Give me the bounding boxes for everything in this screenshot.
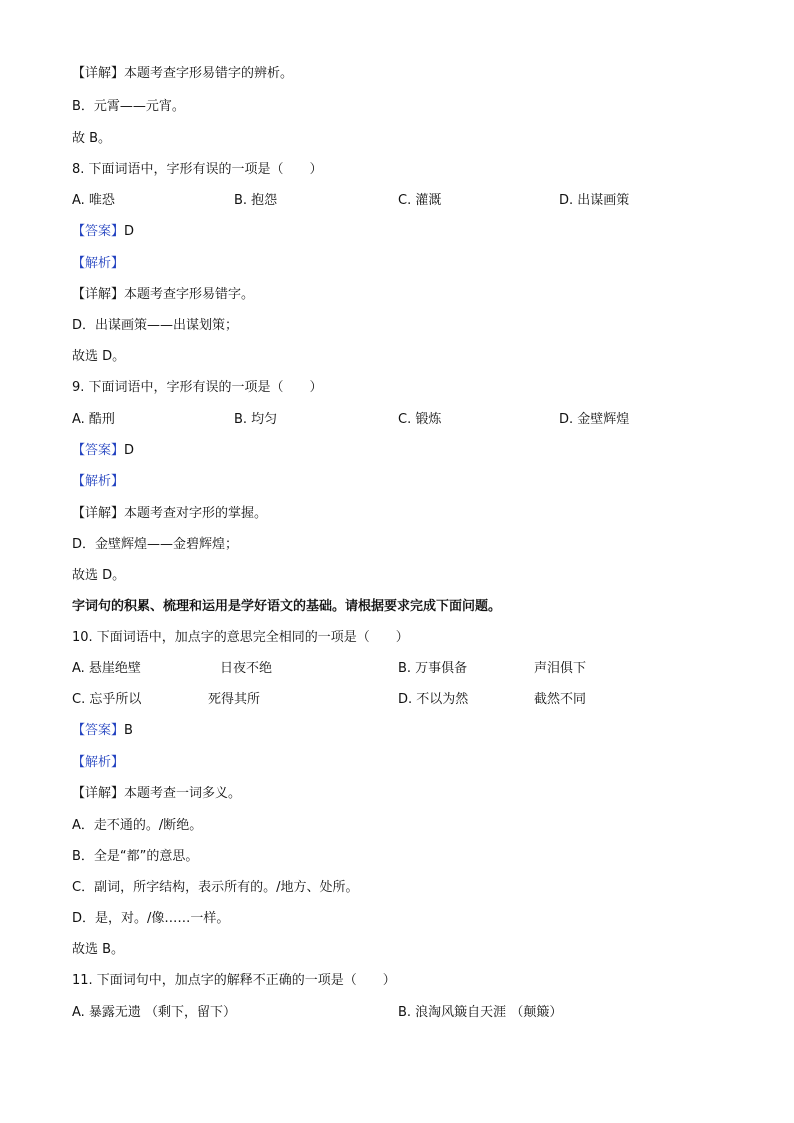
q9-option-d: D. 金壁辉煌 (559, 412, 630, 427)
q9-answer-label: 【答案】 (72, 443, 125, 458)
q10-detail-label: 【详解】 (72, 786, 125, 801)
q9-detail-line (72, 506, 267, 522)
q8-detail-label: 【详解】 (72, 287, 125, 302)
q10-conclusion: 故选 B。 (72, 942, 125, 957)
q10-option-d: D. 不以为然 (398, 692, 469, 707)
q9-option-c: C. 锻炼 (398, 412, 442, 427)
q10-option-c: C. 忘乎所以 (72, 692, 142, 707)
q7-correction: B．元霄——元宵。 (72, 99, 185, 114)
q11-option-a: A. 暴露无遗 （剩下，留下） (72, 1005, 237, 1020)
q10-answer: B (124, 723, 133, 738)
q10-option-a: A. 悬崖绝壁 (72, 661, 141, 676)
q8-options-row (72, 193, 732, 209)
q10-analysis-label: 【解析】 (72, 755, 125, 770)
q8-option-d: D. 出谋画策 (559, 193, 630, 208)
q11-option-b: B. 浪淘风簸自天涯 （颠簸） (398, 1005, 563, 1020)
q10-explanation-c: C．副词，所字结构，表示所有的。/地方、处所。 (72, 880, 359, 895)
q10-explanation-d: D．是，对。/像……一样。 (72, 911, 230, 926)
q10-option-a-pair: 日夜不绝 (220, 661, 273, 676)
q9-correction: D．金壁辉煌——金碧辉煌； (72, 537, 239, 552)
q11-stem: 11. 下面词句中，加点字的解释不正确的一项是（ ） (72, 973, 396, 988)
q10-answer-label: 【答案】 (72, 723, 125, 738)
q8-answer: D (124, 224, 135, 239)
q8-option-c: C. 灌溉 (398, 193, 442, 208)
q8-analysis-label: 【解析】 (72, 256, 125, 271)
q7-conclusion: 故 B。 (72, 131, 112, 146)
q10-detail-line (72, 786, 241, 802)
q7-detail-label: 【详解】 (72, 66, 125, 81)
q9-options-row (72, 412, 732, 428)
q8-detail-line (72, 287, 254, 303)
q10-stem: 10. 下面词语中，加点字的意思完全相同的一项是（ ） (72, 630, 409, 645)
q8-option-a: A. 唯恐 (72, 193, 115, 208)
q10-option-b: B. 万事俱备 (398, 661, 468, 676)
q9-answer-line (72, 443, 134, 459)
q9-answer: D (124, 443, 135, 458)
q10-explanation-a: A．走不通的。/断绝。 (72, 818, 203, 833)
q10-options-row-2 (72, 692, 732, 708)
q8-conclusion: 故选 D。 (72, 349, 126, 364)
section-heading: 字词句的积累、梳理和运用是学好语文的基础。请根据要求完成下面问题。 (72, 599, 502, 614)
q10-explanation-b: B．全是“都”的意思。 (72, 849, 199, 864)
q9-option-a: A. 酷刑 (72, 412, 115, 427)
q9-detail-text: 本题考查对字形的掌握。 (124, 506, 268, 521)
q8-answer-label: 【答案】 (72, 224, 125, 239)
q9-detail-label: 【详解】 (72, 506, 125, 521)
q11-options-row (72, 1005, 732, 1021)
q10-option-c-pair: 死得其所 (208, 692, 261, 707)
q10-option-d-pair: 截然不同 (534, 692, 587, 707)
q10-option-b-pair: 声泪俱下 (534, 661, 587, 676)
q9-analysis-label: 【解析】 (72, 474, 125, 489)
q8-option-b: B. 抱怨 (234, 193, 278, 208)
q7-detail-line (72, 66, 293, 82)
q10-options-row-1 (72, 661, 732, 677)
q9-option-b: B. 均匀 (234, 412, 278, 427)
q8-detail-text: 本题考查字形易错字。 (124, 287, 255, 302)
q9-stem: 9. 下面词语中，字形有误的一项是（ ） (72, 380, 323, 395)
q8-answer-line (72, 224, 134, 240)
q7-detail-text: 本题考查字形易错字的辨析。 (124, 66, 294, 81)
q10-detail-text: 本题考查一词多义。 (124, 786, 242, 801)
q8-correction: D．出谋画策——出谋划策； (72, 318, 239, 333)
q9-conclusion: 故选 D。 (72, 568, 126, 583)
q8-stem: 8. 下面词语中，字形有误的一项是（ ） (72, 162, 323, 177)
q10-answer-line (72, 723, 133, 739)
